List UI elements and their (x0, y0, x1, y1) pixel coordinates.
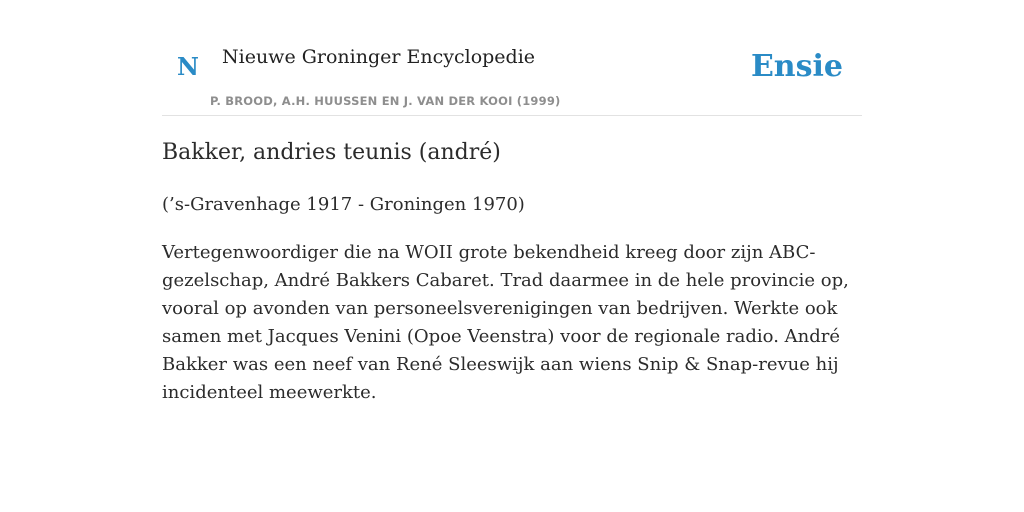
ensie-logo-link[interactable]: Ensie (750, 49, 843, 84)
page-container (162, 0, 862, 403)
entry-body: Vertegenwoordiger die na WOII grote bekendheid kreeg door zijn ABC-gezelschap, André Bakkers Cabaret. Trad daarmee in de hele provincie op, vooral op avonden van personeelsverenigingen van bedrijven. Werkte ook samen met Jacques Venini (Opoe Veenstra) voor de regionale radio. André Bakker was een neef van René Sleeswijk aan wiens Snip & Snap-revue hij incidenteel meewerkte. (162, 242, 849, 403)
book-authors: P. BROOD, A.H. HUUSSEN EN J. VAN DER KOOI (1999) (210, 94, 561, 108)
book-title[interactable]: Nieuwe Groninger Encyclopedie (222, 46, 536, 68)
source-header (162, 0, 862, 116)
entry-dates: (’s-Gravenhage 1917 - Groningen 1970) (162, 194, 525, 215)
entry-title: Bakker, andries teunis (andré) (162, 140, 501, 165)
encyclopedia-logo[interactable]: N (177, 52, 199, 81)
